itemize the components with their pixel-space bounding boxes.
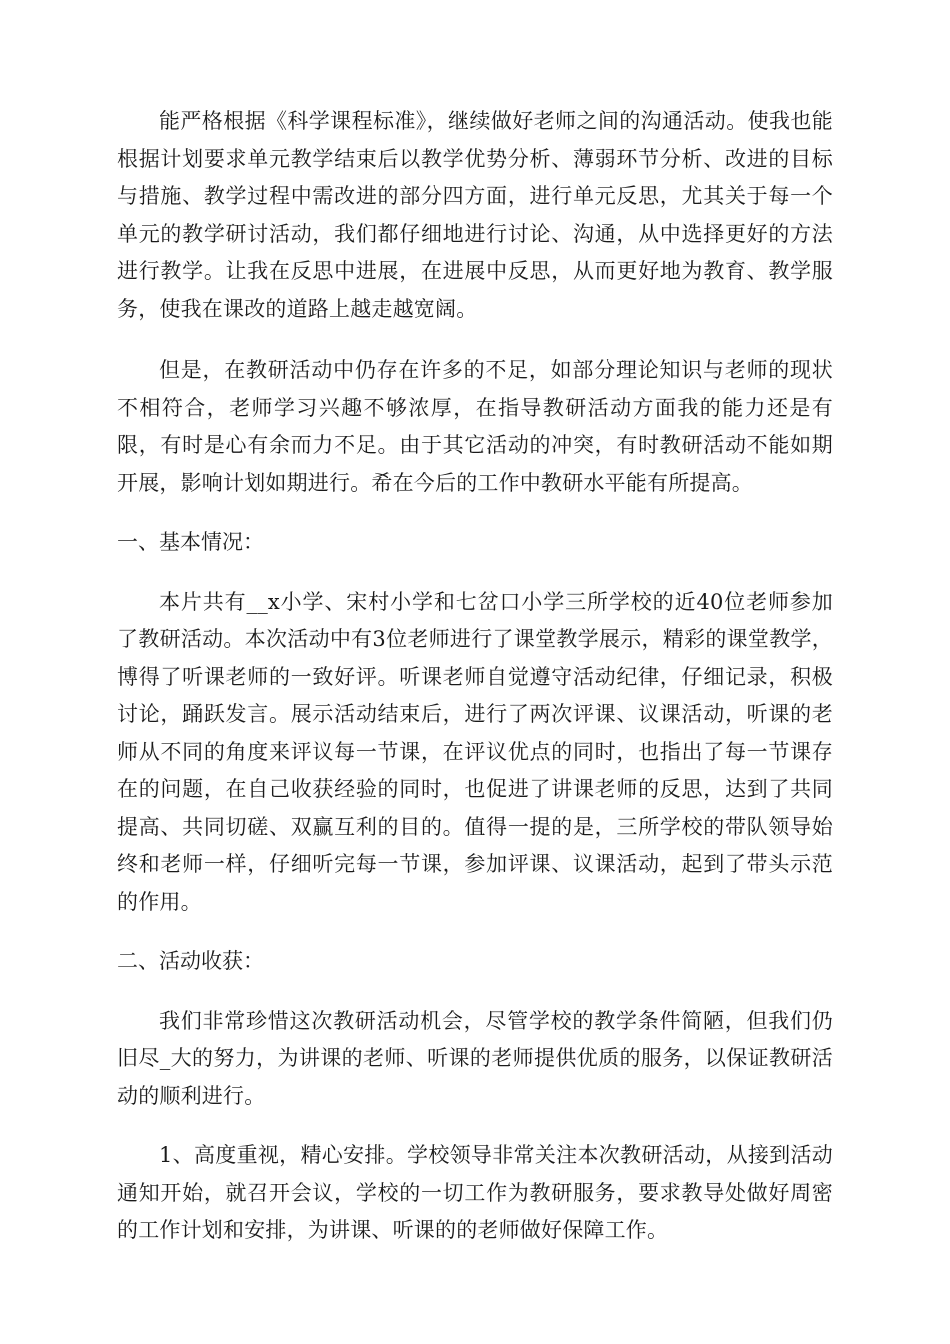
paragraph-item-1: 1、高度重视，精心安排。学校领导非常关注本次教研活动，从接到活动通知开始，就召开会议，学校的一切工作为教研服务，要求教导处做好周密的工作计划和安排，为讲课、听课的的老师做好保障工作。 [117,1143,833,1242]
paragraph-reflection: 能严格根据《科学课程标准》，继续做好老师之间的沟通活动。使我也能根据计划要求单元教学结束后以教学优势分析、薄弱环节分析、改进的目标与措施、教学过程中需改进的部分四方面，进行单元反思，尤其关于每一个单元的教学研讨活动，我们都仔细地进行讨论、沟通，从中选择更好的方法进行教学。让我在反思中进展，在进展中反思，从而更好地为教育、教学服务，使我在课改的道路上越走越宽阔。 [117,109,833,321]
paragraph-shortcomings: 但是，在教研活动中仍存在许多的不足，如部分理论知识与老师的现状不相符合，老师学习兴趣不够浓厚，在指导教研活动方面我的能力还是有限，有时是心有余而力不足。由于其它活动的冲突，有时教研活动不能如期开展，影响计划如期进行。希在今后的工作中教研水平能有所提高。 [117,358,833,495]
paragraph-basic-situation: 本片共有__x小学、宋村小学和七岔口小学三所学校的近40位老师参加了教研活动。本次活动中有3位老师进行了课堂教学展示，精彩的课堂教学，博得了听课老师的一致好评。听课老师自觉遵守活动纪律，仔细记录，积极讨论，踊跃发言。展示活动结束后，进行了两次评课、议课活动，听课的老师从不同的角度来评议每一节课，在评议优点的同时，也指出了每一节课存在的问题，在自己收获经验的同时，也促进了讲课老师的反思，达到了共同提高、共同切磋、双赢互利的目的。值得一提的是，三所学校的带队领导始终和老师一样，仔细听完每一节课，参加评课、议课活动，起到了带头示范的作用。 [117,589,833,914]
document-page [117,103,833,1250]
section-heading-basic-situation: 一、基本情况： [117,530,264,554]
paragraph-activity-gains: 我们非常珍惜这次教研活动机会，尽管学校的教学条件简陋，但我们仍旧尽_大的努力，为讲课的老师、听课的老师提供优质的服务，以保证教研活动的顺利进行。 [117,1008,833,1108]
section-heading-activity-gains: 二、活动收获： [117,949,264,973]
